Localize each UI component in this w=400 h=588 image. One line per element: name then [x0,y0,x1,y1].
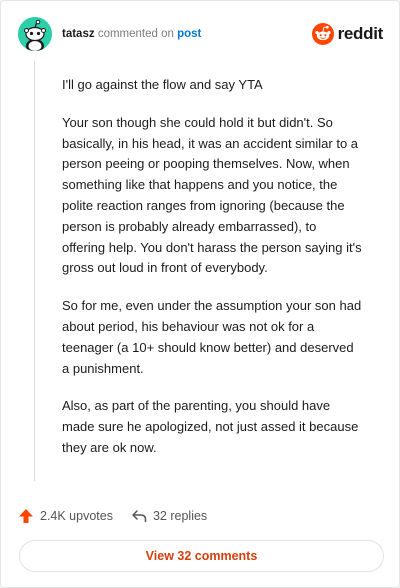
thread-line [34,61,35,481]
comment-header [18,17,383,51]
upvote-button[interactable] [18,508,113,524]
comment-byline [62,28,201,40]
comment-paragraph-3: So for me, even under the assumption your son had about period, his behaviour was not ok for a teenager (a 10+ should know better) and deserved a punishment. [62,298,362,376]
byline-action-text: commented on [97,28,174,40]
post-link[interactable]: post [177,28,202,40]
comment-actions [18,506,383,526]
reddit-wordmark: reddit [337,24,383,43]
replies-button[interactable] [131,508,207,524]
reddit-logo-icon [312,23,334,45]
comment-paragraph-4: Also, as part of the parenting, you should have made sure he apologized, not just assed it because they are ok now. [62,398,359,455]
reply-arrow-icon [131,508,147,524]
view-comments-button[interactable]: View 32 comments [19,540,384,572]
upvote-count: 2.4K upvotes [40,509,113,523]
upvote-arrow-icon [18,508,34,524]
comment-paragraph-1: I'll go against the flow and say YTA [62,77,263,92]
comment-paragraph-2: Your son though she could hold it but didn't. So basically, in his head, it was an accident similar to a person peeing or pooping themselves. Now, when something like that happens and you notice, the polite reaction ranges from ignoring (because the person is probably already embarrassed), to offering help. You don't harass the person saying it's gross out loud in front of everybody. [62,114,362,276]
snoo-avatar-icon[interactable] [18,17,52,51]
reddit-logo[interactable] [312,23,383,45]
username-link[interactable]: tatasz [62,28,95,40]
replies-count: 32 replies [152,509,208,523]
comment-body [62,75,362,476]
